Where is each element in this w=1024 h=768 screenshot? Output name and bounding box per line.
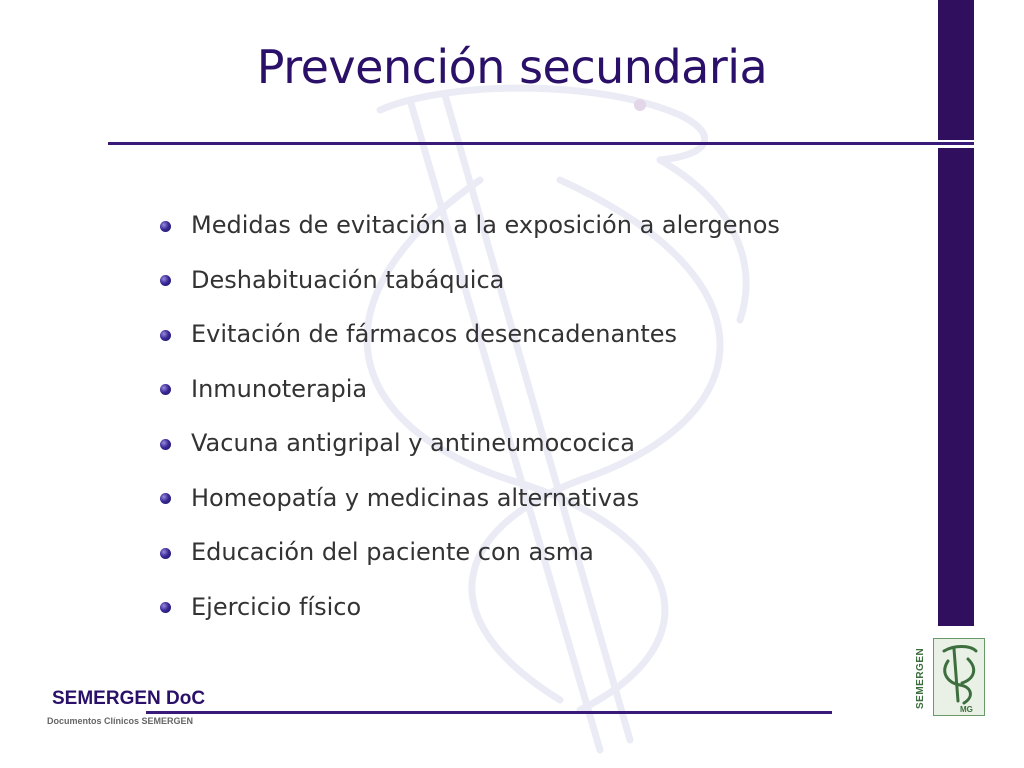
list-item-text: Ejercicio físico bbox=[191, 592, 362, 621]
title-divider bbox=[108, 142, 974, 145]
list-item-text: Deshabituación tabáquica bbox=[191, 265, 505, 294]
logo-emblem-icon bbox=[934, 639, 984, 715]
accent-bar-bottom bbox=[938, 148, 974, 626]
list-item bbox=[160, 253, 780, 308]
logo-label: SEMERGEN bbox=[915, 647, 926, 709]
list-item bbox=[160, 580, 780, 635]
list-item-text: Inmunoterapia bbox=[191, 374, 368, 403]
sphere-bullet-icon bbox=[160, 221, 171, 232]
list-item-text: Medidas de evitación a la exposición a alergenos bbox=[191, 211, 780, 240]
footer-brand: SEMERGEN DoC bbox=[52, 688, 206, 709]
list-item-text: Educación del paciente con asma bbox=[191, 538, 594, 567]
list-item bbox=[160, 416, 780, 471]
list-item bbox=[160, 307, 780, 362]
list-item bbox=[160, 198, 780, 253]
list-item bbox=[160, 471, 780, 526]
bullet-list bbox=[160, 198, 780, 634]
sphere-bullet-icon bbox=[160, 439, 171, 450]
footer-divider bbox=[146, 711, 832, 714]
list-item-text: Vacuna antigripal y antineumococica bbox=[191, 429, 635, 458]
sphere-bullet-icon bbox=[160, 548, 171, 559]
list-item bbox=[160, 525, 780, 580]
semergen-logo-icon bbox=[915, 636, 985, 716]
sphere-bullet-icon bbox=[160, 602, 171, 613]
sphere-bullet-icon bbox=[160, 275, 171, 286]
list-item-text: Homeopatía y medicinas alternativas bbox=[191, 483, 640, 512]
slide-title: Prevención secundaria bbox=[256, 40, 768, 94]
sphere-bullet-icon bbox=[160, 384, 171, 395]
sphere-bullet-icon bbox=[160, 330, 171, 341]
list-item bbox=[160, 362, 780, 417]
list-item-text: Evitación de fármacos desencadenantes bbox=[191, 320, 678, 349]
logo-small-text: MG bbox=[960, 705, 973, 714]
footer-subtitle: Documentos Clínicos SEMERGEN bbox=[47, 716, 194, 726]
logo-box bbox=[933, 638, 985, 716]
sphere-bullet-icon bbox=[160, 493, 171, 504]
